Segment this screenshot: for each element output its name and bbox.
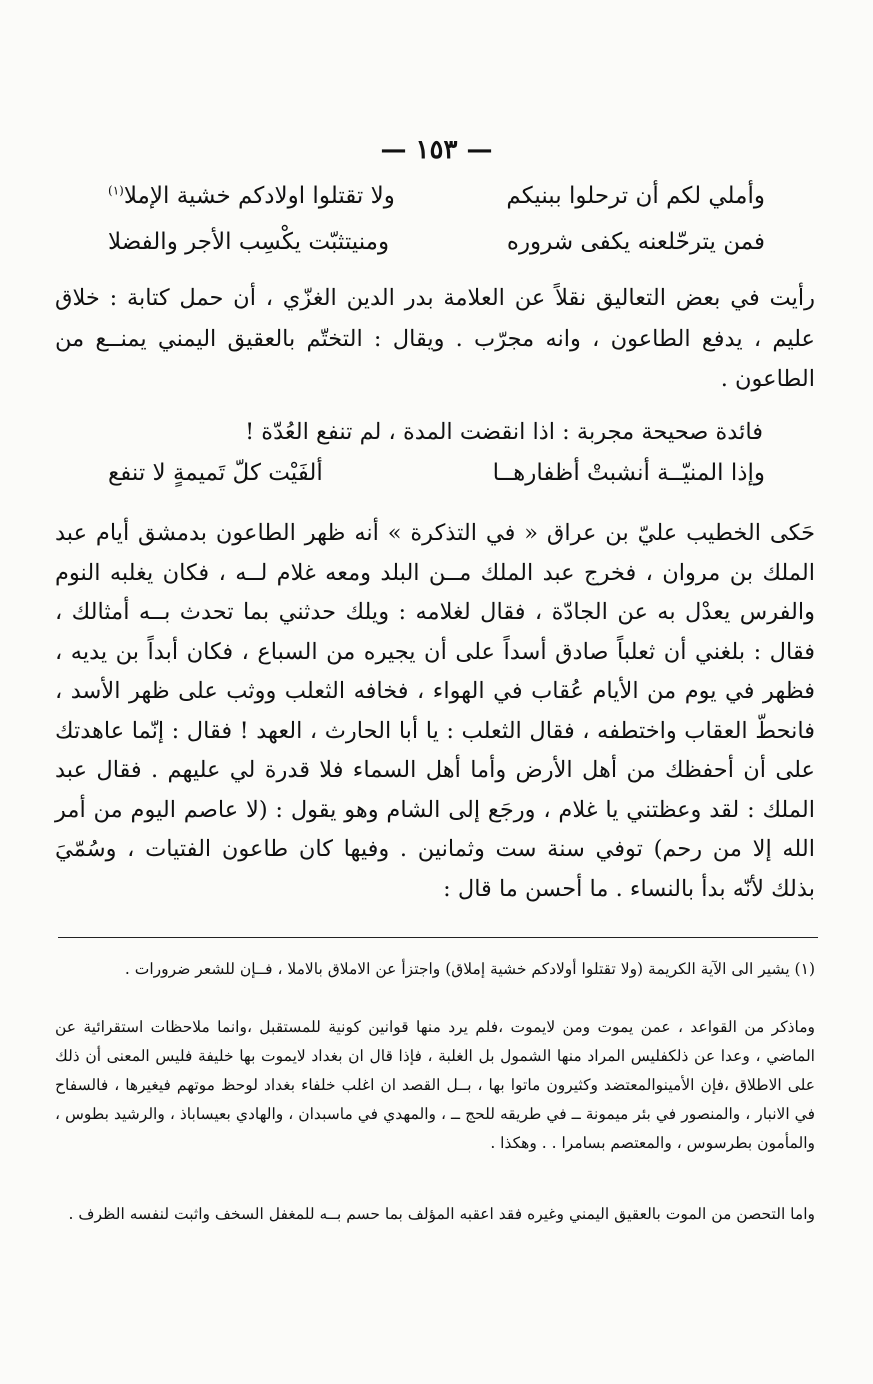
verse-line-3 xyxy=(108,460,765,486)
paragraph-story: حَكى الخطيب عليّ بن عراق « في التذكرة » أنه ظهر الطاعون بدمشق أيام عبد الملك بن مروان ، فخرج عبد الملك مــن البلد ومعه غلام لــه ، فكان يغلبه النوم والفرس يعدْل به عن الجادّة ، فقال لغلامه : ويلك حدثني بما تحدث بــه أمثالك ، فقال : بلغني أن ثعلباً صادق أسداً على أن يجيره من السباع ، فكان أبداً بن يديه ، فظهر في يوم من الأيام عُقاب في الهواء ، فخافه الثعلب ووثب على ظهر الأسد ، فانحطّ العقاب واختطفه ، فقال الثعلب : يا أبا الحارث ، العهد ! فقال : إنّما عاهدتك على أن أحفظك من أهل الأرض وأما أهل السماء فلا قدرة لي عليهم . فقال عبد الملك : لقد وعظتني يا غلام ، ورجَع إلى الشام وهو يقول : (لا عاصم اليوم من أمر الله إلا من رحم) توفي سنة ست وثمانين . وفيها كان طاعون الفتيات ، وسُمّيَ بذلك لأنّه بدأ بالنساء . ما أحسن ما قال : xyxy=(55,520,815,902)
verse-line-1 xyxy=(108,183,765,209)
verse-2-first-hemistich: فمن يترحّلعنه يكفى شروره xyxy=(506,229,765,255)
footnote-2: وماذكر من القواعد ، عمن يموت ومن لايموت ،فلم يرد منها قوانين كونية للمستقبل ،وانما ملاحظات استقرائية عن الماضي ، وعدا عن ذلكفليس المراد منها الشمول بل الغلبة ، فإذا قال ان بغداد لايموت بها خليفة فليس المعنى أن ذلك على الاطلاق ،فإن الأمينوالمعتضد وكثيرون ماتوا بها ، بــل القصد ان اغلب خلفاء بغداد لوحظ موتهم فيغيرها ، فالسفاح في الانبار ، والمنصور في بئر ميمونة ــ في طريقه للحج ــ ، والمهدي في ماسبدان ، والهادي بعيساباذ ، والرشيد بطوس ، والمأمون بطرسوس ، والمعتصم بسامرا . . وهكذا . xyxy=(55,1018,815,1152)
verse-line-2 xyxy=(108,229,765,255)
footnote-1: (١) يشير الى الآية الكريمة (ولا تقتلوا أولادكم خشية إملاق) واجتزأ عن الاملاق بالاملا ، فــإن للشعر ضرورات . xyxy=(124,960,815,978)
verse-1-second-hemistich xyxy=(108,183,395,209)
footnote-ref-1[interactable]: (١) xyxy=(108,183,124,198)
footnote-divider xyxy=(58,937,818,938)
verse-1-first-hemistich: وأملي لكم أن ترحلوا ببنيكم xyxy=(506,183,765,209)
verse-3-first-hemistich: وإذا المنيّــة أنشبتْ أظفارهــا xyxy=(492,460,765,486)
verse-1-second-text: ولا تقتلوا اولادكم خشية الإملا xyxy=(123,183,395,209)
paragraph-talisman: رأيت في بعض التعاليق نقلاً عن العلامة بدر الدين الغزّي ، أن حمل كتابة : خلاق عليم ، يدفع الطاعون ، وانه مجرّب . ويقال : التختّم بالعقيق اليمني يمنــع من الطاعون . xyxy=(55,285,815,392)
paragraph-benefit: فائدة صحيحة مجربة : اذا انقضت المدة ، لم تنفع العُدّة ! xyxy=(245,419,763,445)
footnote-3: واما التحصن من الموت بالعقيق اليمني وغيره فقد اعقبه المؤلف بما حسم بــه للمغفل السخف واثبت لنفسه الظرف . xyxy=(68,1205,815,1223)
verse-2-second-hemistich: ومنيتثبّت يكْسِب الأجر والفضلا xyxy=(108,229,390,255)
page-number: — ١٥٣ — xyxy=(380,135,493,165)
verse-3-second-hemistich: ألفَيْت كلّ تَميمةٍ لا تنفع xyxy=(108,460,323,486)
